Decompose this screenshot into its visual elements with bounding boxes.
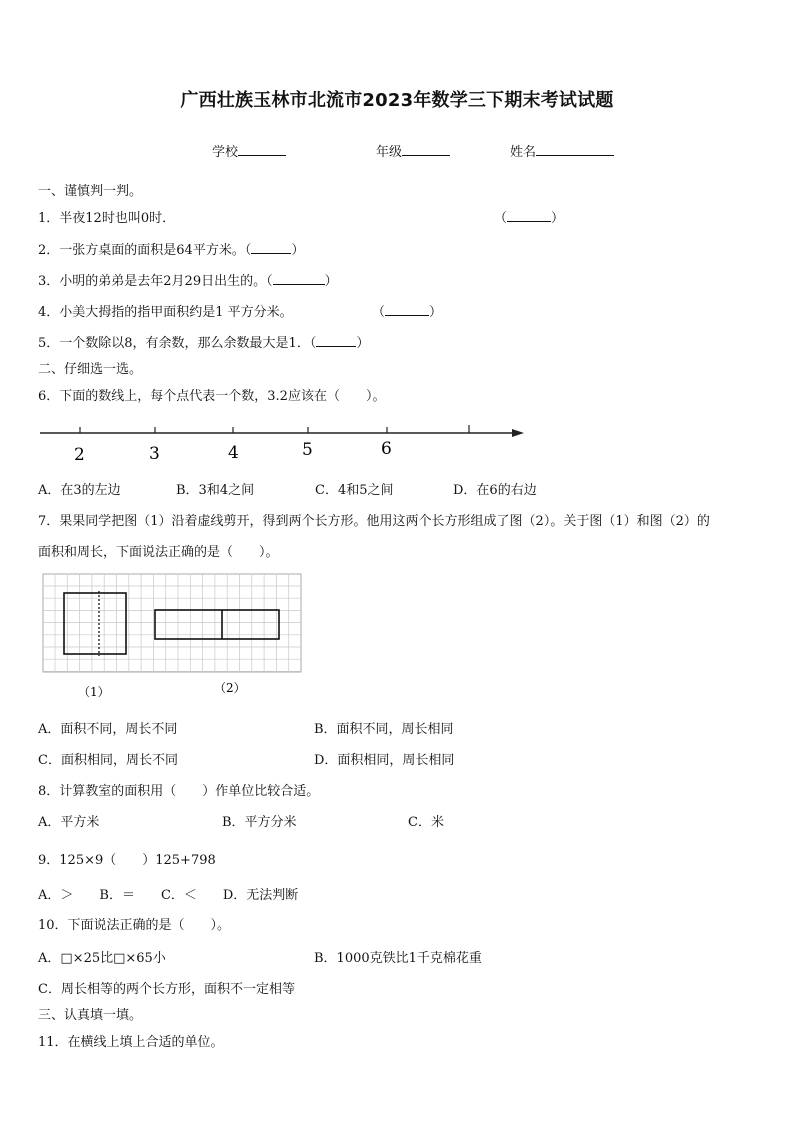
q10-option-c[interactable]: C．周长相等的两个长方形，面积不一定相等	[38, 982, 295, 997]
q9-options[interactable]: A．＞ B．＝ C．＜ D．无法判断	[38, 888, 299, 903]
question-9: 9．125×9（ ）125+798	[38, 853, 216, 868]
answer-paren-1: （ ）	[494, 211, 565, 226]
name-blank[interactable]	[536, 143, 614, 156]
name-field	[510, 141, 614, 160]
figure-1-label: （1）	[78, 685, 110, 699]
answer-blank-4[interactable]	[385, 303, 429, 316]
q6-option-c[interactable]: C．4和5之间	[315, 483, 394, 498]
grade-field	[376, 141, 450, 160]
question-8: 8．计算教室的面积用（ ）作单位比较合适。	[38, 784, 320, 799]
school-label: 学校	[212, 145, 239, 160]
q7-option-b[interactable]: B．面积不同，周长相同	[314, 722, 454, 737]
tick-label-2: 2	[74, 445, 85, 465]
school-field	[212, 141, 286, 160]
answer-blank-3[interactable]	[273, 272, 325, 285]
question-10: 10．下面说法正确的是（ ）。	[38, 918, 231, 933]
answer-blank-2[interactable]	[251, 241, 291, 254]
page-title: 广西壮族玉林市北流市2023年数学三下期末考试试题	[180, 90, 614, 111]
name-label: 姓名	[510, 145, 537, 160]
q8-option-a[interactable]: A．平方米	[38, 815, 100, 830]
section2-heading: 二、仔细选一选。	[38, 362, 143, 377]
answer-blank-1[interactable]	[507, 209, 551, 222]
q6-option-d[interactable]: D．在6的右边	[453, 483, 537, 498]
q7-option-c[interactable]: C．面积相同，周长不同	[38, 753, 178, 768]
number-line-figure	[38, 418, 528, 468]
q8-option-c[interactable]: C．米	[408, 815, 444, 830]
school-blank[interactable]	[238, 143, 286, 156]
section1-heading: 一、谨慎判一判。	[38, 184, 143, 199]
q7-option-a[interactable]: A．面积不同，周长不同	[38, 722, 178, 737]
question-1: 1．半夜12时也叫0时．	[38, 211, 176, 226]
question-5: 5．一个数除以8，有余数，那么余数最大是1．（ ）	[38, 336, 370, 351]
question-7-line2: 面积和周长，下面说法正确的是（ ）。	[38, 545, 279, 560]
question-4: 4．小美大拇指的指甲面积约是1 平方分米。	[38, 305, 293, 320]
tick-label-4: 4	[228, 443, 239, 463]
question-6: 6．下面的数线上，每个点代表一个数，3.2应该在（ ）。	[38, 389, 386, 404]
q10-option-a[interactable]: A．□×25比□×65小	[38, 951, 166, 966]
section3-heading: 三、认真填一填。	[38, 1008, 143, 1023]
tick-label-6: 6	[381, 439, 392, 459]
figure-2-label: （2）	[214, 681, 246, 695]
grade-blank[interactable]	[402, 143, 450, 156]
grid-figure	[42, 570, 304, 702]
tick-label-5: 5	[302, 440, 313, 460]
question-2: 2．一张方桌面的面积是64平方米。（ ）	[38, 243, 305, 258]
q6-option-a[interactable]: A．在3的左边	[38, 483, 121, 498]
q8-option-b[interactable]: B．平方分米	[222, 815, 297, 830]
question-7-line1: 7．果果同学把图（1）沿着虚线剪开，得到两个长方形。他用这两个长方形组成了图（2）。关于图（1）和图（2）的	[38, 514, 710, 529]
q6-option-b[interactable]: B．3和4之间	[176, 483, 255, 498]
question-11: 11．在横线上填上合适的单位。	[38, 1035, 224, 1050]
grade-label: 年级	[376, 145, 403, 160]
q10-option-b[interactable]: B．1000克铁比1千克棉花重	[314, 951, 482, 966]
answer-paren-4: （ ）	[372, 305, 443, 320]
q7-option-d[interactable]: D．面积相同，周长相同	[314, 753, 455, 768]
tick-label-3: 3	[149, 444, 160, 464]
answer-blank-5[interactable]	[316, 334, 356, 347]
question-3: 3．小明的弟弟是去年2月29日出生的。（ ）	[38, 274, 338, 289]
